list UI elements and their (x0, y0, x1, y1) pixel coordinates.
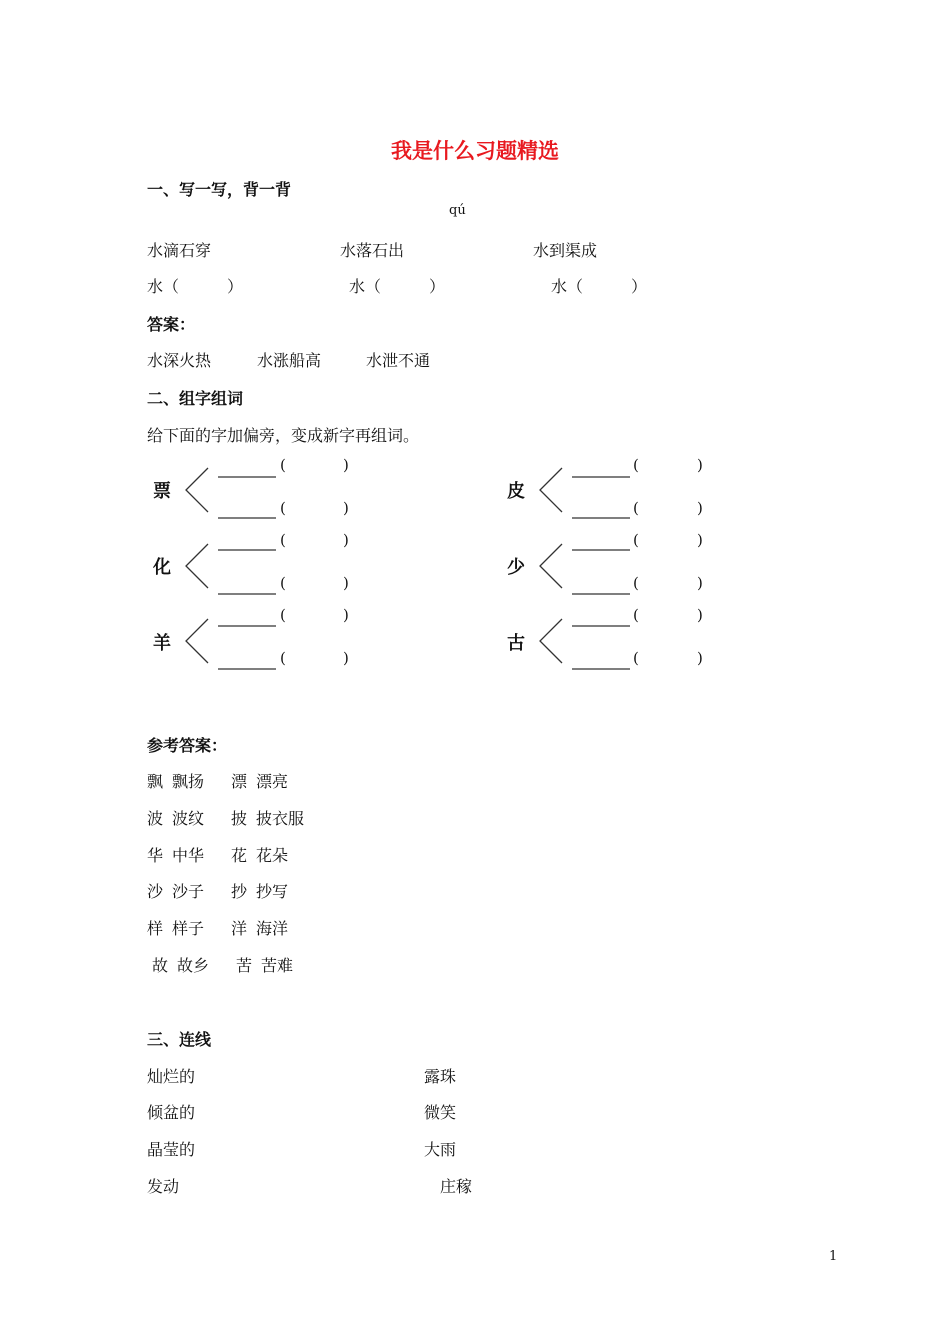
answer-word: 披衣服 (256, 809, 305, 828)
base-char: 羊 (153, 633, 171, 654)
page-number: 1 (829, 1249, 838, 1264)
answer-char: 洋 (231, 919, 248, 938)
answer-char: 漂 (231, 772, 248, 791)
match-left-item: 发动 (147, 1177, 180, 1196)
answer-3: 水泄不通 (366, 351, 431, 370)
idiom-2: 水落石出 (340, 241, 405, 260)
answer-char: 飘 (147, 772, 164, 791)
answer-word: 样子 (172, 919, 205, 938)
branch-brace (183, 541, 283, 597)
answer-char: 沙 (147, 882, 164, 901)
match-right-item: 庄稼 (440, 1177, 473, 1196)
answer-2: 水涨船高 (257, 351, 322, 370)
paren-open: ( (280, 456, 286, 474)
answer-word: 沙子 (172, 882, 205, 901)
base-char: 少 (507, 557, 525, 578)
section3-heading: 三、连线 (147, 1030, 212, 1049)
paren-close: ) (697, 456, 703, 474)
blank-2: 水（ ） (349, 277, 446, 296)
paren-close: ) (343, 499, 349, 517)
answer-word: 花朵 (256, 846, 289, 865)
paren-close: ) (697, 499, 703, 517)
answer-word: 波纹 (172, 809, 205, 828)
answer-char: 样 (147, 919, 164, 938)
branch-brace (537, 465, 637, 521)
answer-word: 抄写 (256, 882, 289, 901)
answer-char: 波 (147, 809, 164, 828)
paren-close: ) (343, 606, 349, 624)
section1-heading: 一、写一写，背一背 (147, 180, 292, 199)
answer-word: 苦难 (261, 956, 294, 975)
paren-open: ( (280, 499, 286, 517)
paren-open: ( (280, 574, 286, 592)
paren-open: ( (280, 606, 286, 624)
answer-char: 故 (152, 956, 169, 975)
paren-open: ( (633, 574, 639, 592)
paren-open: ( (633, 499, 639, 517)
paren-close: ) (343, 574, 349, 592)
answer-char: 花 (231, 846, 248, 865)
paren-open: ( (280, 531, 286, 549)
answer-label-1: 答案： (147, 315, 196, 334)
pinyin-annotation: qú (449, 203, 466, 218)
base-char: 化 (153, 557, 171, 578)
answer-char: 抄 (231, 882, 248, 901)
branch-brace (537, 616, 637, 672)
branch-brace (183, 616, 283, 672)
answer-char: 华 (147, 846, 164, 865)
paren-close: ) (697, 574, 703, 592)
base-char: 票 (153, 481, 171, 502)
paren-close: ) (697, 649, 703, 667)
answer-label-2: 参考答案： (147, 736, 228, 755)
answer-word: 漂亮 (256, 772, 289, 791)
paren-close: ) (343, 649, 349, 667)
idiom-3: 水到渠成 (533, 241, 598, 260)
branch-brace (537, 541, 637, 597)
section2-heading: 二、组字组词 (147, 389, 244, 408)
idiom-1: 水滴石穿 (147, 241, 212, 260)
match-left-item: 灿烂的 (147, 1067, 196, 1086)
paren-close: ) (697, 531, 703, 549)
match-left-item: 晶莹的 (147, 1140, 196, 1159)
blank-3: 水（ ） (551, 277, 648, 296)
paren-close: ) (343, 456, 349, 474)
answer-word: 故乡 (177, 956, 210, 975)
answer-char: 苦 (236, 956, 253, 975)
branch-brace (183, 465, 283, 521)
base-char: 古 (507, 633, 525, 654)
match-right-item: 大雨 (424, 1140, 457, 1159)
match-right-item: 微笑 (424, 1103, 457, 1122)
answer-1: 水深火热 (147, 351, 212, 370)
answer-word: 海洋 (256, 919, 289, 938)
paren-close: ) (343, 531, 349, 549)
paren-open: ( (280, 649, 286, 667)
paren-open: ( (633, 531, 639, 549)
blank-1: 水（ ） (147, 277, 244, 296)
base-char: 皮 (507, 481, 525, 502)
section2-instruction: 给下面的字加偏旁，变成新字再组词。 (147, 426, 420, 445)
match-right-item: 露珠 (424, 1067, 457, 1086)
paren-open: ( (633, 606, 639, 624)
paren-close: ) (697, 606, 703, 624)
answer-word: 飘扬 (172, 772, 205, 791)
paren-open: ( (633, 456, 639, 474)
paren-open: ( (633, 649, 639, 667)
page-title: 我是什么习题精选 (391, 138, 559, 163)
match-left-item: 倾盆的 (147, 1103, 196, 1122)
answer-word: 中华 (172, 846, 205, 865)
answer-char: 披 (231, 809, 248, 828)
